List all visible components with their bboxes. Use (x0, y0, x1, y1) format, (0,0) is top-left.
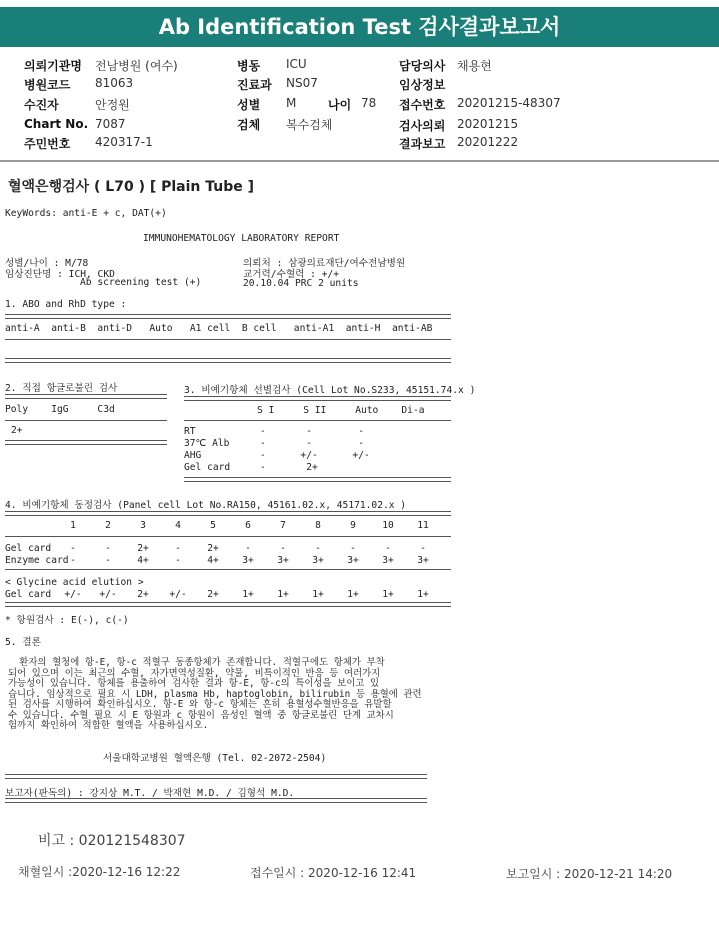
elution-title: < Glycine acid elution > (5, 577, 144, 588)
panel-cell-number: 8 (315, 520, 321, 531)
panel-cell-number: 10 (382, 520, 394, 531)
elution-cell-result: 2+ (207, 589, 219, 600)
panel-title: 4. 비예기항체 동정검사 (Panel cell Lot No.RA150, 45161.02.x, 45171.02.x ) (5, 500, 407, 511)
panel-cell-number: 7 (280, 520, 286, 531)
elution-cell-result: 1+ (382, 589, 394, 600)
elution-cell-result: +/- (64, 589, 82, 600)
panel-cell-result: 3+ (242, 555, 254, 566)
header-label: 주민번호 (24, 137, 71, 151)
panel-cell-result: - (245, 543, 251, 554)
report-date: 20201222 (457, 135, 519, 149)
remark: 비고 : 020121548307 (38, 833, 186, 849)
panel-row-label: Gel card (5, 543, 52, 554)
panel-cell-number: 2 (105, 520, 111, 531)
age: 78 (361, 96, 377, 110)
antigen-test: * 항원검사 : E(-), c(-) (5, 615, 129, 626)
elution-cell-result: 1+ (347, 589, 359, 600)
panel-cell-result: - (105, 555, 111, 566)
header-field: 의뢰기관명 (24, 59, 82, 73)
header-label: 임상정보 (399, 78, 446, 92)
phase-results: - +/- +/- (260, 450, 370, 461)
panel-cell-result: - (280, 543, 286, 554)
resident-number: 420317-1 (95, 135, 153, 149)
reporters: 보고자(판독의) : 강지상 M.T. / 박재현 M.D. / 김형석 M.D. (5, 788, 295, 799)
institution: 서울대학교병원 혈액은행 (Tel. 02-2072-2504) (103, 753, 327, 764)
phase-results: - 2+ (260, 462, 318, 473)
header-label: 결과보고 (399, 137, 446, 151)
accession-number: 20201215-48307 (457, 96, 561, 110)
panel-cell-result: 4+ (137, 555, 149, 566)
header-label: 성별 (237, 98, 261, 112)
requester: 의뢰처 : 삼광의료재단/여수전남병원 (243, 258, 406, 269)
header-label: 접수번호 (399, 98, 446, 112)
diagnosis: 임상진단명 : ICH, CKD (5, 269, 115, 280)
phase-label: Gel card (184, 462, 231, 473)
panel-cell-result: - (175, 555, 181, 566)
divider (5, 440, 167, 445)
divider (5, 569, 451, 570)
divider (5, 536, 451, 537)
collection-time: 채혈일시 :2020-12-16 12:22 (18, 865, 181, 879)
elution-cell-result: +/- (169, 589, 187, 600)
antibody-screen-headers: S I S II Auto Di-a (257, 405, 425, 416)
panel-cell-result: 2+ (137, 543, 149, 554)
panel-cell-result: - (385, 543, 391, 554)
panel-cell-result: - (105, 543, 111, 554)
panel-cell-number: 3 (140, 520, 146, 531)
report-title: Ab Identification Test 검사결과보고서 (0, 7, 719, 47)
reported-time: 보고일시 : 2020-12-21 14:20 (506, 867, 673, 881)
panel-cell-result: - (315, 543, 321, 554)
header-label: 검체 (237, 118, 261, 132)
panel-cell-result: - (175, 543, 181, 554)
header-label: 진료과 (237, 78, 272, 92)
divider (5, 358, 451, 363)
elution-row-label: Gel card (5, 589, 52, 600)
panel-cell-number: 4 (175, 520, 181, 531)
divider (5, 774, 427, 779)
panel-cell-number: 11 (417, 520, 429, 531)
hospital-code: 81063 (95, 76, 134, 90)
elution-cell-result: 1+ (277, 589, 289, 600)
panel-cell-result: 2+ (207, 543, 219, 554)
elution-cell-result: 1+ (312, 589, 324, 600)
divider (5, 339, 451, 340)
panel-cell-number: 6 (245, 520, 251, 531)
divider (184, 477, 451, 482)
phase-results: - - - (260, 426, 364, 437)
request-date: 20201215 (457, 117, 519, 131)
dat-headers: Poly IgG C3d (5, 404, 115, 415)
referring-institution: 전남병원 (여수) (95, 59, 178, 73)
panel-cell-result: - (420, 543, 426, 554)
divider (5, 511, 451, 516)
dat-poly-value: 2+ (11, 425, 23, 436)
elution-cell-result: 1+ (242, 589, 254, 600)
divider (184, 420, 451, 421)
divider (0, 160, 719, 162)
patient-name: 안정원 (95, 98, 130, 112)
panel-cell-result: - (70, 543, 76, 554)
panel-cell-result: - (70, 555, 76, 566)
chart-number: 7087 (95, 117, 126, 131)
header-label: 담당의사 (399, 59, 446, 73)
panel-cell-result: - (350, 543, 356, 554)
panel-cell-number: 1 (70, 520, 76, 531)
panel-cell-result: 4+ (207, 555, 219, 566)
phase-label: 37℃ Alb (184, 438, 230, 449)
header-label: 검사의뢰 (399, 119, 446, 133)
ward: ICU (286, 57, 307, 71)
divider (5, 798, 427, 803)
panel-cell-result: 3+ (312, 555, 324, 566)
phase-label: RT (184, 426, 196, 437)
phase-results: - - - (260, 438, 364, 449)
sex: M (286, 96, 297, 110)
divider (5, 420, 167, 421)
sex-age: 성별/나이 : M/78 (5, 258, 89, 269)
keywords: KeyWords: anti-E + c, DAT(+) (5, 208, 167, 219)
panel-cell-number: 5 (210, 520, 216, 531)
dat-title: 2. 직접 항글로불린 검사 (5, 383, 118, 394)
conclusion-title: 5. 결론 (5, 637, 41, 648)
panel-cell-result: 3+ (382, 555, 394, 566)
elution-cell-result: 1+ (417, 589, 429, 600)
antibody-screen-title: 3. 비예기항체 선별검사 (Cell Lot No.S233, 45151.74.x ) (184, 385, 476, 396)
phase-label: AHG (184, 450, 202, 461)
panel-cell-result: 3+ (277, 555, 289, 566)
transfusion-history: 20.10.04 PRC 2 units (243, 278, 359, 289)
header-label: Chart No. (24, 117, 89, 131)
elution-cell-result: 2+ (137, 589, 149, 600)
divider (5, 394, 167, 399)
lab-report-title: IMMUNOHEMATOLOGY LABORATORY REPORT (143, 233, 340, 244)
panel-cell-result: 3+ (417, 555, 429, 566)
attending-physician: 채용현 (457, 59, 492, 73)
divider (184, 396, 451, 401)
section-title: 혈액은행검사 ( L70 ) [ Plain Tube ] (8, 179, 255, 195)
divider (5, 602, 451, 607)
crossmatch-history: 교거력/수혈력 : +/+ (243, 269, 340, 280)
header-label: 수진자 (24, 98, 59, 112)
panel-cell-number: 9 (350, 520, 356, 531)
abo-rhd-headers: anti-A anti-B anti-D Auto A1 cell B cell anti-A1 anti-H anti-AB (5, 323, 433, 334)
specimen: 복수검체 (286, 118, 333, 132)
divider (5, 314, 451, 319)
header-label: 나이 (328, 98, 352, 112)
panel-row-label: Enzyme card (5, 555, 69, 566)
elution-cell-result: +/- (99, 589, 117, 600)
ab-screening: Ab screening test (+) (80, 277, 202, 288)
received-time: 접수일시 : 2020-12-16 12:41 (250, 866, 417, 880)
header-label: 병원코드 (24, 78, 71, 92)
conclusion-text: 환자의 혈청에 항-E, 항-c 적혈구 동종항체가 존재합니다. 적혈구에도 항체가 부착 되어 있으며 이는 최근의 수혈, 자가면역성질환, 약물, 비특이적인 반응 등 여러가지 가능성이 있습니다. 항체를 용출하여 검사한 결과 항-E, 항-c의 특이성을 보이고 있 습니다. 임상적으로 필요 시 LDH, plasma Hb, haptoglobin, bilirubin 등 용혈에 관련 된 검사를 시행하여 확인하십시오. 항-E 와 항-c 항체는 흔히 용혈성수혈반응을 유발할 수 있습니다. 수혈 필요 시 E 항원과 c 항원이 음성인 혈액 중 항글로불린 단계 교차시 험까지 확인하여 적합한 혈액을 사용하십시오. (8, 657, 422, 731)
header-label: 병동 (237, 59, 261, 73)
abo-rhd-title: 1. ABO and RhD type : (5, 299, 127, 310)
department: NS07 (286, 76, 318, 90)
panel-cell-result: 3+ (347, 555, 359, 566)
